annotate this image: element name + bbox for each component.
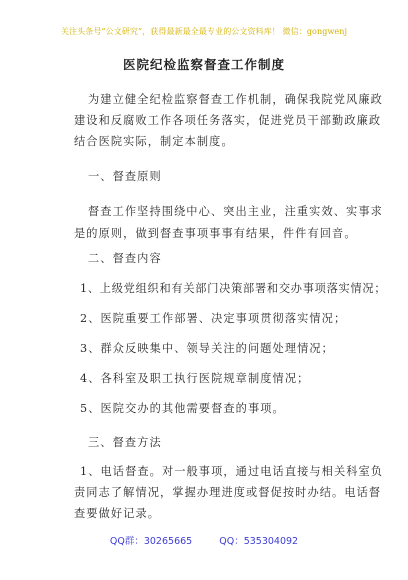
list-item: 3、群众反映集中、领导关注的问题处理情况；: [80, 342, 334, 355]
footer-contact: [0, 533, 408, 547]
list-item: 4、各科室及职工执行医院规章制度情况；: [80, 372, 310, 385]
section-heading: 三、督查方法: [88, 436, 162, 449]
qq-contact-link[interactable]: QQ：535304092: [219, 536, 299, 547]
paragraph-line: 结合医院实际，制定本制度。: [74, 135, 234, 148]
qq-group-link[interactable]: QQ群：30265665: [109, 536, 193, 547]
paragraph-line: 责同志了解情况，掌握办理进度或督促按时办结。电话督: [74, 486, 382, 499]
list-item: 2、医院重要工作部署、决定事项贯彻落实情况；: [80, 312, 347, 325]
list-item: 5、医院交办的其他需要督查的事项。: [80, 402, 285, 415]
paragraph-line: 是的原则，做到督查事项事事有结果，件件有回音。: [74, 227, 357, 240]
paragraph-line: 督查工作坚持围绕中心、突出主业，注重实效、实事求: [88, 205, 383, 218]
paragraph-line: 为建立健全纪检监察督查工作机制，确保我院党风廉政: [88, 93, 383, 106]
section-heading: 一、督查原则: [88, 170, 162, 183]
paragraph-line: 查要做好记录。: [74, 507, 161, 520]
header-banner: 关注头条号“公文研究”，获得最新最全最专业的公文资料库！ 微信：gongwenj: [60, 27, 348, 36]
list-item: 1、上级党组织和有关部门决策部署和交办事项落实情况；: [80, 282, 387, 295]
section-heading: 二、督查内容: [88, 252, 162, 265]
paragraph-line: 1、电话督查。对一般事项，通过电话直接与相关科室负: [80, 465, 384, 478]
paragraph-line: 建设和反腐败工作各项任务落实，促进党员干部勤政廉政: [74, 114, 382, 127]
document-title: 医院纪检监察督查工作制度: [122, 57, 285, 72]
